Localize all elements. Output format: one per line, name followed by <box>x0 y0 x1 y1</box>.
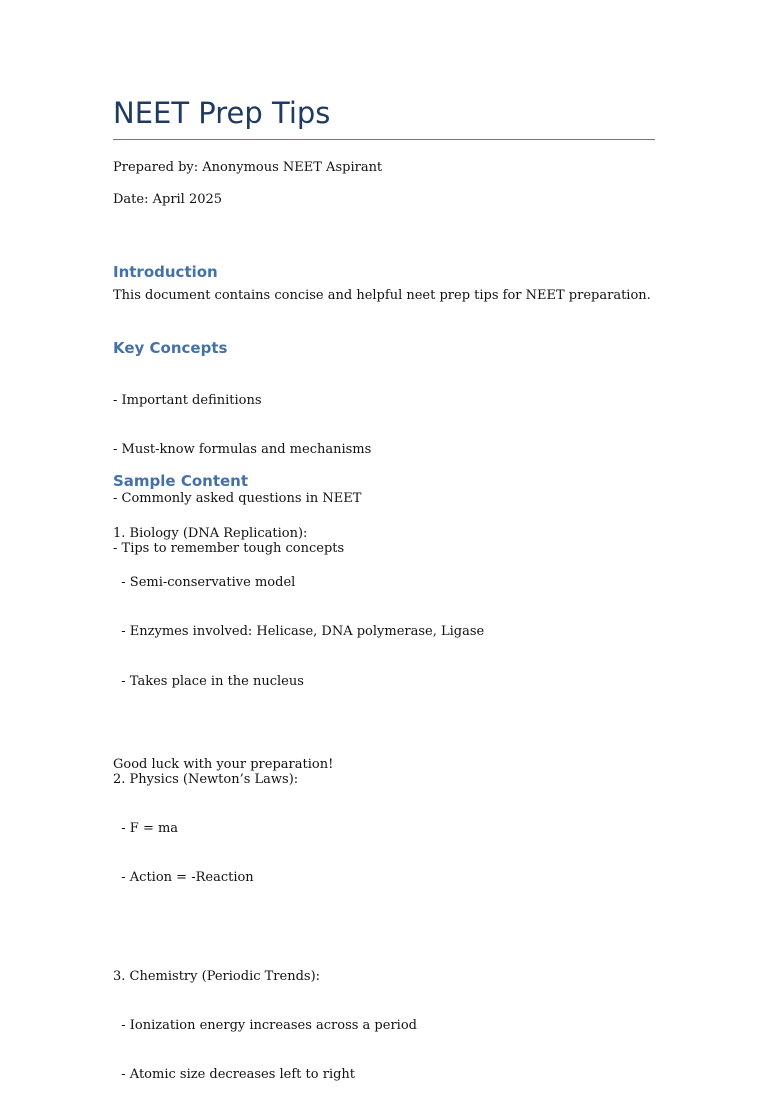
sample-content-heading: Sample Content <box>113 472 249 490</box>
list-item: - Semi-conservative model <box>113 575 296 591</box>
sample-content-block <box>113 494 484 1114</box>
list-item: - Commonly asked questions in NEET <box>113 491 362 507</box>
list-item: - Must-know formulas and mechanisms <box>113 442 372 458</box>
prepared-by-line: Prepared by: Anonymous NEET Aspirant <box>113 160 383 175</box>
list-item: - Tips to remember tough concepts <box>113 540 345 556</box>
title-underline <box>113 139 655 140</box>
blank-line <box>113 721 484 740</box>
list-item: - Important definitions <box>113 393 262 408</box>
list-item: - F = ma <box>113 821 179 837</box>
list-item: - Takes place in the nucleus <box>113 673 304 689</box>
list-item: - Ionization energy increases across a period <box>113 1017 417 1033</box>
list-item: - Action = -Reaction <box>113 870 254 886</box>
blank-line <box>113 918 484 937</box>
key-concepts-heading: Key Concepts <box>113 339 228 357</box>
section-title-chemistry: 3. Chemistry (Periodic Trends): <box>113 968 321 984</box>
section-title-biology: 1. Biology (DNA Replication): <box>113 526 308 541</box>
introduction-heading: Introduction <box>113 263 218 281</box>
date-line: Date: April 2025 <box>113 192 223 207</box>
section-title-physics: 2. Physics (Newton’s Laws): <box>113 771 299 787</box>
list-item: - Enzymes involved: Helicase, DNA polymerase, Ligase <box>113 624 485 640</box>
introduction-text: This document contains concise and helpful neet prep tips for NEET preparation. <box>113 288 651 303</box>
list-item: - Atomic size decreases left to right <box>113 1067 356 1083</box>
document-title: NEET Prep Tips <box>113 96 331 130</box>
closing-line: Good luck with your preparation! <box>113 757 334 772</box>
